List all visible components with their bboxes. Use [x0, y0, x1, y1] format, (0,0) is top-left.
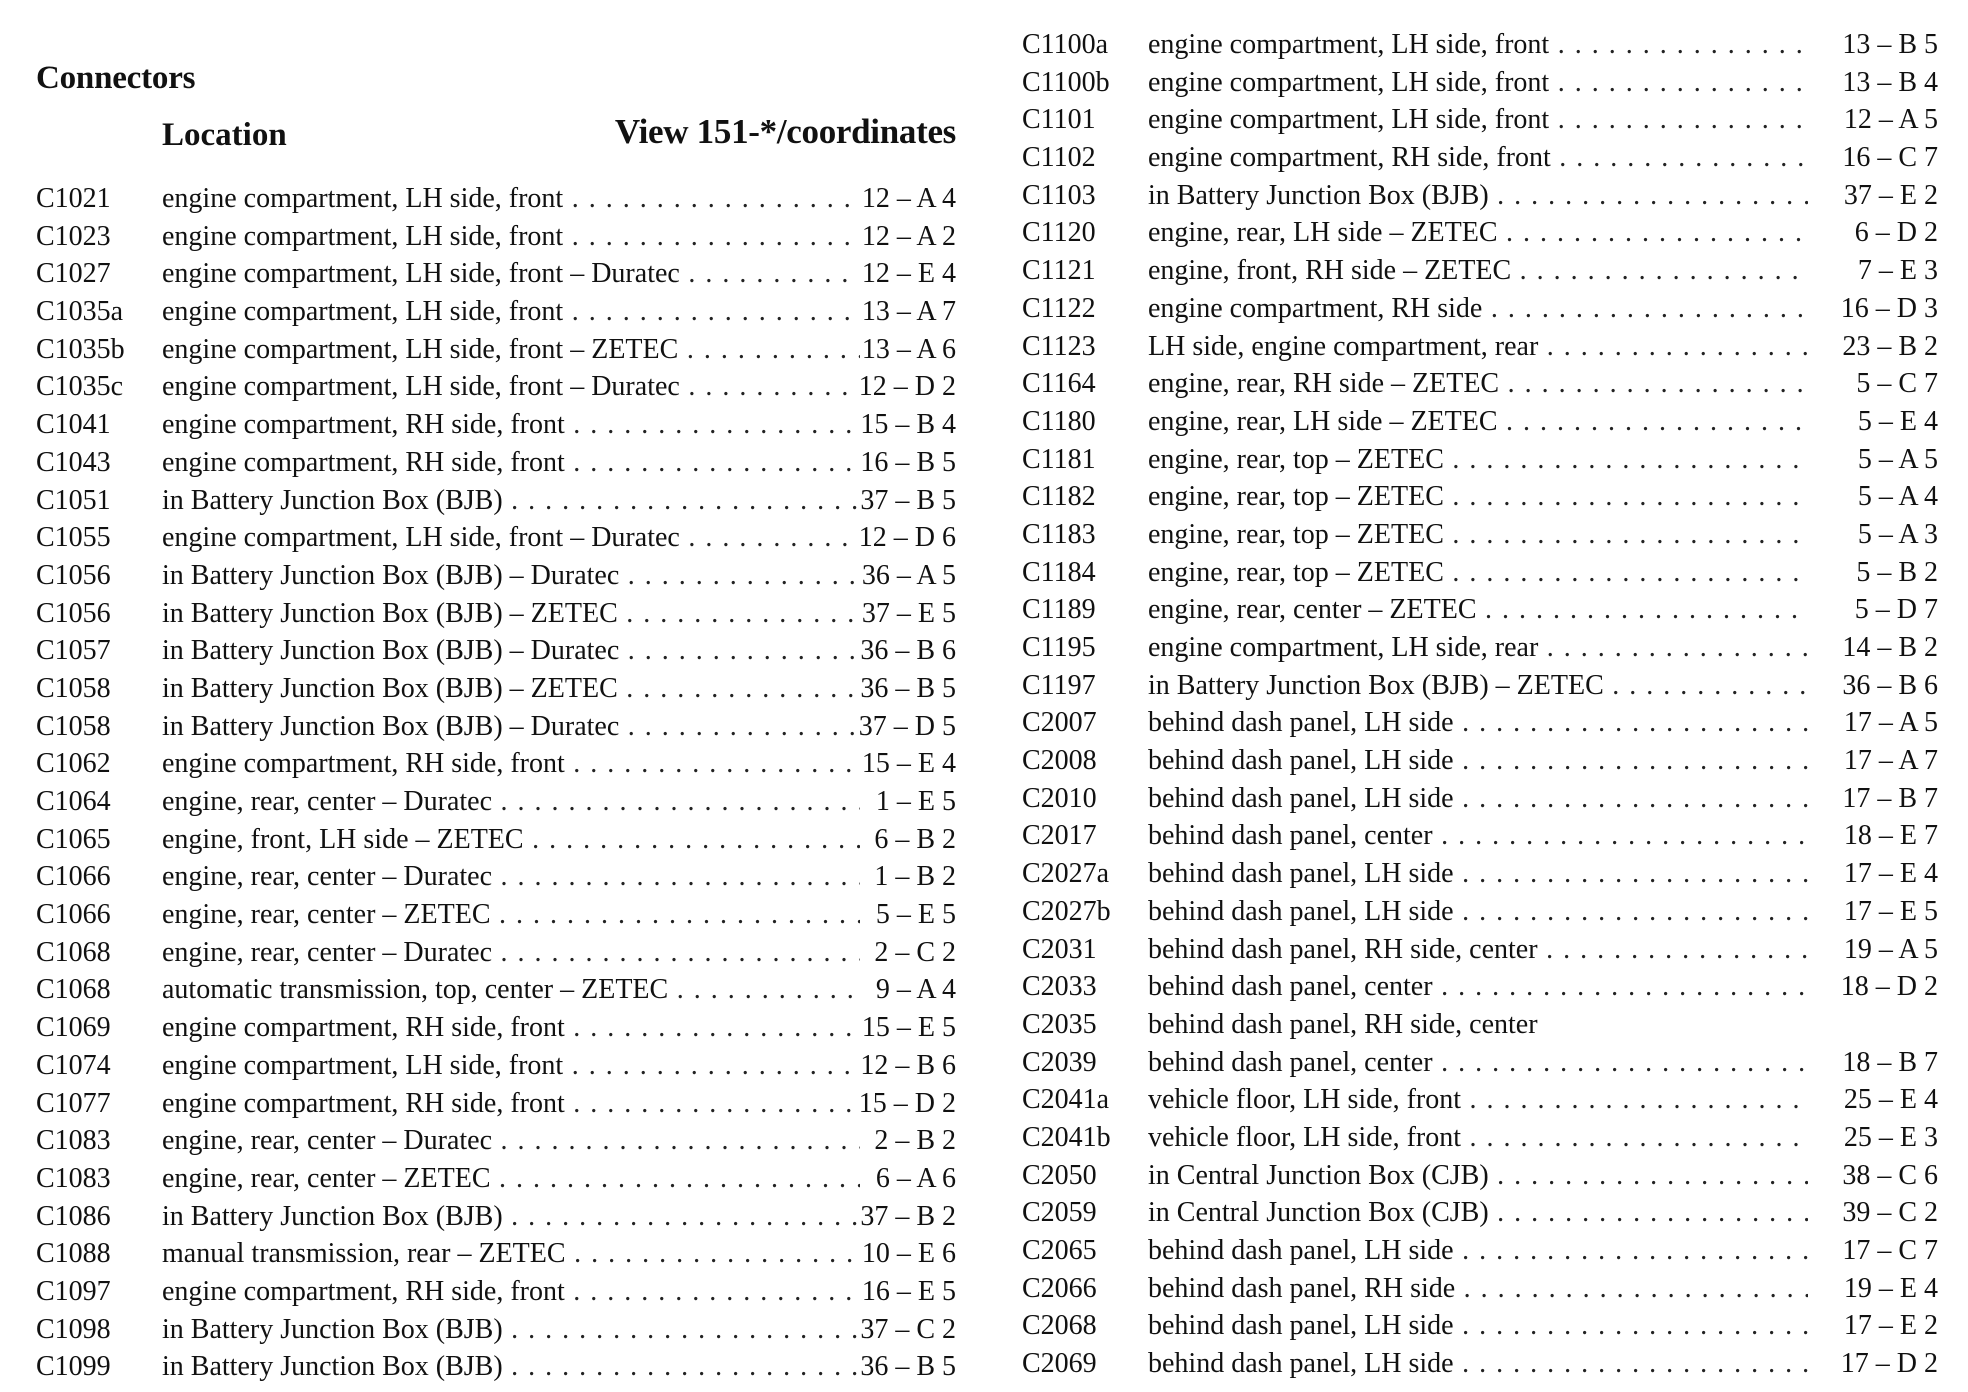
connector-coordinates: 12 – D 2 [858, 371, 956, 403]
connector-row [1022, 1044, 1938, 1082]
connector-id: C1182 [1022, 481, 1096, 513]
connector-location: manual transmission, rear – ZETEC . . . [162, 1235, 860, 1273]
connector-row [36, 1235, 956, 1273]
connector-id: C2017 [1022, 820, 1097, 852]
connector-coordinates: 36 – B 5 [860, 1351, 956, 1383]
connector-id: C1056 [36, 559, 111, 591]
connector-id: C2007 [1022, 707, 1097, 739]
connector-location: behind dash panel, LH side . . . [1148, 855, 1808, 893]
connector-location: engine, rear, top – ZETEC . . . [1148, 554, 1808, 592]
connector-location: behind dash panel, LH side . . . [1148, 780, 1808, 818]
connector-row [36, 293, 956, 331]
connector-coordinates: 17 – A 7 [1843, 745, 1938, 777]
connector-id: C1120 [1022, 217, 1096, 249]
connector-coordinates: 18 – E 7 [1843, 820, 1938, 852]
connector-id: C2010 [1022, 782, 1097, 814]
connector-coordinates: 17 – B 7 [1842, 782, 1938, 814]
connector-row [1022, 1157, 1938, 1195]
connector-coordinates: 15 – E 4 [861, 748, 956, 780]
connector-coordinates: 15 – B 4 [860, 409, 956, 441]
connector-id: C1195 [1022, 632, 1096, 663]
connector-row [1022, 554, 1938, 592]
connector-location: in Battery Junction Box (BJB) . . . [162, 482, 860, 520]
connector-id: C1057 [36, 635, 111, 667]
connector-row [1022, 1307, 1938, 1345]
connector-id: C1197 [1022, 669, 1096, 701]
connector-id: C1068 [36, 974, 111, 1006]
connector-location: engine compartment, RH side, front . . . [162, 406, 860, 444]
connector-location: engine, front, LH side – ZETEC . . . [162, 821, 860, 859]
connector-id: C1122 [1022, 292, 1096, 324]
connector-coordinates: 12 – A 2 [861, 220, 956, 252]
connector-location: engine, rear, top – ZETEC . . . [1148, 516, 1808, 554]
connector-row [36, 1311, 956, 1349]
connector-id: C1027 [36, 258, 111, 290]
connector-location: engine, rear, top – ZETEC . . . [1148, 478, 1808, 516]
connector-row [36, 1009, 956, 1047]
connector-row [36, 1273, 956, 1311]
connector-location: behind dash panel, LH side . . . [1148, 704, 1808, 742]
connector-id: C1101 [1022, 104, 1096, 136]
connector-location: in Battery Junction Box (BJB) – Duratec . . . [162, 708, 860, 746]
connector-coordinates: 5 – C 7 [1856, 368, 1938, 400]
connector-row [1022, 328, 1938, 366]
connector-id: C1058 [36, 672, 111, 704]
connector-location: engine compartment, RH side, front . . . [162, 1085, 860, 1123]
connector-row [36, 444, 956, 482]
connector-row [1022, 704, 1938, 742]
connector-row [36, 896, 956, 934]
connector-row [1022, 667, 1938, 705]
connector-row [1022, 478, 1938, 516]
connector-coordinates: 18 – D 2 [1840, 971, 1938, 1003]
connector-coordinates: 16 – E 5 [861, 1275, 956, 1307]
connector-location: engine, rear, center – ZETEC . . . [162, 896, 860, 934]
connector-location: engine, rear, center – Duratec . . . [162, 783, 860, 821]
connector-row [36, 1122, 956, 1160]
connector-coordinates: 10 – E 6 [861, 1238, 956, 1270]
connector-row [1022, 26, 1938, 64]
connector-location: behind dash panel, center . . . [1148, 968, 1808, 1006]
connector-location: in Battery Junction Box (BJB) . . . [1148, 177, 1808, 215]
connector-id: C1051 [36, 484, 111, 516]
connector-location: engine compartment, LH side, front . . . [1148, 101, 1808, 139]
connector-location: in Battery Junction Box (BJB) – ZETEC . . . [162, 670, 860, 708]
connector-coordinates: 25 – E 4 [1843, 1084, 1938, 1116]
connector-location: engine, rear, top – ZETEC . . . [1148, 441, 1808, 479]
connector-id: C1077 [36, 1087, 111, 1119]
connector-coordinates: 15 – E 5 [861, 1012, 956, 1044]
connector-location: engine compartment, RH side, front . . . [162, 444, 860, 482]
connector-id: C1083 [36, 1125, 111, 1157]
connector-coordinates: 2 – C 2 [874, 936, 956, 968]
connector-id: C1183 [1022, 518, 1096, 550]
connector-coordinates: 36 – A 5 [861, 559, 956, 591]
connector-coordinates: 5 – A 3 [1857, 518, 1938, 550]
connector-row [36, 218, 956, 256]
connector-id: C1056 [36, 597, 111, 629]
connector-coordinates: 36 – B 5 [860, 672, 956, 704]
connector-location: engine compartment, RH side, front . . . [162, 1009, 860, 1047]
connector-location: engine, rear, center – Duratec . . . [162, 1122, 860, 1160]
connector-row [1022, 441, 1938, 479]
connector-id: C1100b [1022, 66, 1110, 98]
connector-coordinates: 13 – A 7 [861, 296, 956, 328]
connector-location: in Battery Junction Box (BJB) . . . [162, 1311, 860, 1349]
connector-id: C2068 [1022, 1310, 1097, 1342]
connector-location: behind dash panel, LH side . . . [1148, 742, 1808, 780]
connector-row [36, 783, 956, 821]
connector-id: C2039 [1022, 1046, 1097, 1078]
connector-id: C1098 [36, 1313, 111, 1345]
connector-location: engine compartment, LH side, front – Duratec . . . [162, 255, 860, 293]
connector-id: C1097 [36, 1275, 111, 1307]
connector-coordinates: 1 – E 5 [875, 786, 956, 817]
connector-row [1022, 893, 1938, 931]
connector-row [1022, 139, 1938, 177]
connector-id: C2041b [1022, 1121, 1111, 1153]
connector-row [36, 934, 956, 972]
connector-location: engine compartment, LH side, front – ZETEC . . . [162, 331, 860, 369]
connector-coordinates: 5 – B 2 [1856, 556, 1938, 588]
connector-coordinates: 12 – A 5 [1843, 104, 1938, 136]
connector-coordinates: 12 – A 4 [861, 183, 956, 214]
connector-location: vehicle floor, LH side, front . . . [1148, 1119, 1808, 1157]
connector-row [1022, 1232, 1938, 1270]
connector-location: engine, rear, center – Duratec . . . [162, 858, 860, 896]
connector-location: engine compartment, LH side, front . . . [162, 218, 860, 256]
connector-row [36, 971, 956, 1009]
connector-id: C2066 [1022, 1272, 1097, 1304]
connector-id: C1103 [1022, 179, 1096, 211]
connector-location: LH side, engine compartment, rear . . . [1148, 328, 1808, 366]
connector-location: engine compartment, LH side, front . . . [162, 180, 860, 218]
connector-id: C1035b [36, 333, 125, 365]
connector-id: C2031 [1022, 933, 1097, 965]
connector-location: engine, rear, center – ZETEC . . . [162, 1160, 860, 1198]
connector-row [1022, 1006, 1938, 1044]
connector-location: engine, rear, LH side – ZETEC . . . [1148, 214, 1808, 252]
connector-coordinates: 17 – D 2 [1840, 1348, 1938, 1380]
connector-id: C1068 [36, 936, 111, 968]
connector-location: in Battery Junction Box (BJB) – ZETEC . . . [1148, 667, 1808, 705]
connector-id: C2033 [1022, 971, 1097, 1003]
connector-row [36, 1160, 956, 1198]
connector-coordinates: 36 – B 6 [860, 635, 956, 667]
connector-coordinates: 16 – C 7 [1842, 142, 1938, 174]
connector-coordinates: 5 – E 4 [1857, 405, 1938, 437]
connector-coordinates: 16 – B 5 [860, 446, 956, 478]
connector-coordinates: 18 – B 7 [1842, 1046, 1938, 1078]
connector-location: in Battery Junction Box (BJB) . . . [162, 1348, 860, 1386]
connector-coordinates: 14 – B 2 [1842, 632, 1938, 663]
connector-location: behind dash panel, RH side, center [1148, 1008, 1538, 1040]
connector-coordinates: 37 – D 5 [858, 710, 956, 742]
connector-id: C1164 [1022, 368, 1096, 400]
connector-id: C2041a [1022, 1084, 1110, 1116]
connector-coordinates: 13 – A 6 [861, 333, 956, 365]
connector-location: behind dash panel, center . . . [1148, 1044, 1808, 1082]
connector-coordinates: 37 – B 2 [860, 1200, 956, 1232]
connector-location: engine compartment, LH side, front . . . [162, 1047, 860, 1085]
connector-location: engine, rear, LH side – ZETEC . . . [1148, 403, 1808, 441]
connector-location: in Central Junction Box (CJB) . . . [1148, 1194, 1808, 1232]
connector-row [36, 180, 956, 218]
connector-location: engine compartment, LH side, front . . . [1148, 26, 1808, 64]
connector-coordinates: 17 – E 4 [1843, 858, 1938, 890]
connector-coordinates: 5 – E 5 [875, 899, 956, 931]
connector-row [36, 1047, 956, 1085]
connector-row [36, 368, 956, 406]
connector-id: C1088 [36, 1238, 111, 1270]
connector-coordinates: 37 – B 5 [860, 484, 956, 516]
connector-id: C1121 [1022, 255, 1096, 287]
connector-location: behind dash panel, RH side . . . [1148, 1270, 1808, 1308]
connector-coordinates: 36 – B 6 [1842, 669, 1938, 701]
connector-id: C2035 [1022, 1008, 1097, 1040]
connector-location: engine, rear, center – ZETEC . . . [1148, 591, 1808, 629]
connector-list-left [36, 180, 956, 1386]
connector-row [1022, 516, 1938, 554]
connector-location: engine compartment, RH side, front . . . [162, 745, 860, 783]
connector-id: C1100a [1022, 29, 1109, 60]
connector-location: in Battery Junction Box (BJB) – Duratec . . . [162, 632, 860, 670]
connector-row [1022, 101, 1938, 139]
connector-coordinates: 13 – B 5 [1842, 29, 1938, 60]
connector-id: C1184 [1022, 556, 1096, 588]
connector-coordinates: 6 – B 2 [874, 823, 956, 855]
connector-row [1022, 1194, 1938, 1232]
connector-row [1022, 290, 1938, 328]
connector-location: engine, rear, RH side – ZETEC . . . [1148, 365, 1808, 403]
connector-id: C1035c [36, 371, 124, 403]
connector-location: behind dash panel, LH side . . . [1148, 1232, 1808, 1270]
connector-coordinates: 16 – D 3 [1840, 292, 1938, 324]
connector-id: C1102 [1022, 142, 1096, 174]
connector-location: in Battery Junction Box (BJB) – ZETEC . . . [162, 595, 860, 633]
connector-row [1022, 177, 1938, 215]
connector-row [1022, 214, 1938, 252]
connector-coordinates: 37 – E 2 [1843, 179, 1938, 211]
connector-row [1022, 968, 1938, 1006]
connector-id: C1055 [36, 522, 111, 554]
connector-row [36, 1085, 956, 1123]
connector-location: engine compartment, LH side, front . . . [1148, 64, 1808, 102]
connector-id: C1189 [1022, 594, 1096, 626]
connector-id: C2008 [1022, 745, 1097, 777]
connector-coordinates: 19 – E 4 [1843, 1272, 1938, 1304]
connector-location: vehicle floor, LH side, front . . . [1148, 1081, 1808, 1119]
connector-row [1022, 1119, 1938, 1157]
connector-id: C1023 [36, 220, 111, 252]
page-title: Connectors [36, 60, 196, 96]
connector-location: behind dash panel, LH side . . . [1148, 1307, 1808, 1345]
connector-row [36, 331, 956, 369]
connector-coordinates: 2 – B 2 [874, 1125, 956, 1157]
connector-coordinates: 1 – B 2 [874, 861, 956, 893]
connector-row [36, 1198, 956, 1236]
connector-location: engine compartment, LH side, front . . . [162, 293, 860, 331]
connector-id: C1041 [36, 409, 111, 441]
connector-coordinates: 7 – E 3 [1857, 255, 1938, 287]
connector-id: C1021 [36, 183, 111, 214]
connector-location: engine compartment, RH side, front . . . [162, 1273, 860, 1311]
connector-id: C2065 [1022, 1235, 1097, 1266]
connector-coordinates: 25 – E 3 [1843, 1121, 1938, 1153]
connector-id: C1083 [36, 1162, 111, 1194]
connector-row [1022, 931, 1938, 969]
connector-location: engine compartment, LH side, rear . . . [1148, 629, 1808, 667]
connector-location: engine, rear, center – Duratec . . . [162, 934, 860, 972]
connector-location: behind dash panel, LH side . . . [1148, 1345, 1808, 1383]
connector-id: C1066 [36, 899, 111, 931]
connector-coordinates: 17 – E 5 [1843, 895, 1938, 927]
connector-location: automatic transmission, top, center – ZETEC . . . [162, 971, 860, 1009]
connector-id: C2027a [1022, 858, 1110, 890]
connector-coordinates: 17 – C 7 [1842, 1235, 1938, 1266]
connector-coordinates: 38 – C 6 [1842, 1159, 1938, 1191]
connector-coordinates: 37 – E 5 [861, 597, 956, 629]
connector-row [36, 255, 956, 293]
connector-coordinates: 12 – D 6 [858, 522, 956, 554]
connector-coordinates: 12 – E 4 [861, 258, 956, 290]
connector-row [36, 858, 956, 896]
connector-location: in Battery Junction Box (BJB) . . . [162, 1198, 860, 1236]
connector-id: C2059 [1022, 1197, 1097, 1229]
connector-coordinates: 17 – A 5 [1843, 707, 1938, 739]
connector-location: engine compartment, LH side, front – Duratec . . . [162, 519, 860, 557]
connector-row [1022, 252, 1938, 290]
connector-location: in Central Junction Box (CJB) . . . [1148, 1157, 1808, 1195]
connector-row [36, 708, 956, 746]
connector-location: engine compartment, LH side, front – Duratec . . . [162, 368, 860, 406]
connector-id: C1035a [36, 296, 124, 328]
connector-row [36, 482, 956, 520]
connector-location: behind dash panel, LH side . . . [1148, 893, 1808, 931]
connector-location: engine, front, RH side – ZETEC . . . [1148, 252, 1808, 290]
connector-id: C1064 [36, 786, 111, 817]
connector-location: in Battery Junction Box (BJB) – Duratec . . . [162, 557, 860, 595]
connector-row [36, 1348, 956, 1386]
connector-row [1022, 64, 1938, 102]
connector-id: C1058 [36, 710, 111, 742]
connector-id: C1069 [36, 1012, 111, 1044]
connector-coordinates: 9 – A 4 [875, 974, 956, 1006]
connector-row [36, 557, 956, 595]
connector-id: C1062 [36, 748, 111, 780]
connector-row [1022, 403, 1938, 441]
connector-row [36, 519, 956, 557]
connector-row [1022, 742, 1938, 780]
connector-row [1022, 365, 1938, 403]
connector-row [1022, 591, 1938, 629]
connector-id: C1180 [1022, 405, 1096, 437]
connector-row [1022, 629, 1938, 667]
connector-row [36, 745, 956, 783]
connector-row [36, 406, 956, 444]
connector-location: engine compartment, RH side, front . . . [1148, 139, 1808, 177]
view-column-header: View 151-*/coordinates [614, 112, 956, 151]
connector-coordinates: 5 – D 7 [1854, 594, 1938, 626]
connector-id: C1086 [36, 1200, 111, 1232]
connector-list-right [1022, 26, 1938, 1383]
connector-row [1022, 855, 1938, 893]
connector-location: engine compartment, RH side . . . [1148, 290, 1808, 328]
connector-id: C2050 [1022, 1159, 1097, 1191]
connector-row [1022, 1081, 1938, 1119]
connector-coordinates: 17 – E 2 [1843, 1310, 1938, 1342]
connector-row [1022, 1270, 1938, 1308]
connector-row [1022, 780, 1938, 818]
connector-id: C1065 [36, 823, 111, 855]
connector-coordinates: 6 – D 2 [1854, 217, 1938, 249]
connector-coordinates: 13 – B 4 [1842, 66, 1938, 98]
connector-id: C1043 [36, 446, 111, 478]
connector-id: C1181 [1022, 443, 1096, 475]
connector-row [1022, 1345, 1938, 1383]
connector-id: C1099 [36, 1351, 111, 1383]
connector-row [1022, 817, 1938, 855]
connector-coordinates: 6 – A 6 [875, 1162, 956, 1194]
connector-id: C1074 [36, 1049, 111, 1081]
connector-location: behind dash panel, center . . . [1148, 817, 1808, 855]
connector-coordinates: 5 – A 5 [1857, 443, 1938, 475]
connector-id: C1123 [1022, 330, 1096, 362]
connector-row [36, 632, 956, 670]
connector-row [36, 595, 956, 633]
connector-location: behind dash panel, RH side, center . . . [1148, 931, 1808, 969]
location-column-header: Location [162, 117, 287, 153]
connector-coordinates: 12 – B 6 [860, 1049, 956, 1081]
connector-row [36, 821, 956, 859]
connector-id: C2027b [1022, 895, 1111, 927]
connector-coordinates: 39 – C 2 [1842, 1197, 1938, 1229]
connector-coordinates: 23 – B 2 [1842, 330, 1938, 362]
connector-row [36, 670, 956, 708]
connector-coordinates: 5 – A 4 [1857, 481, 1938, 513]
connector-coordinates: 15 – D 2 [858, 1087, 956, 1119]
connector-id: C2069 [1022, 1348, 1097, 1380]
connector-coordinates: 37 – C 2 [860, 1313, 956, 1345]
connector-coordinates: 19 – A 5 [1843, 933, 1938, 965]
connector-id: C1066 [36, 861, 111, 893]
